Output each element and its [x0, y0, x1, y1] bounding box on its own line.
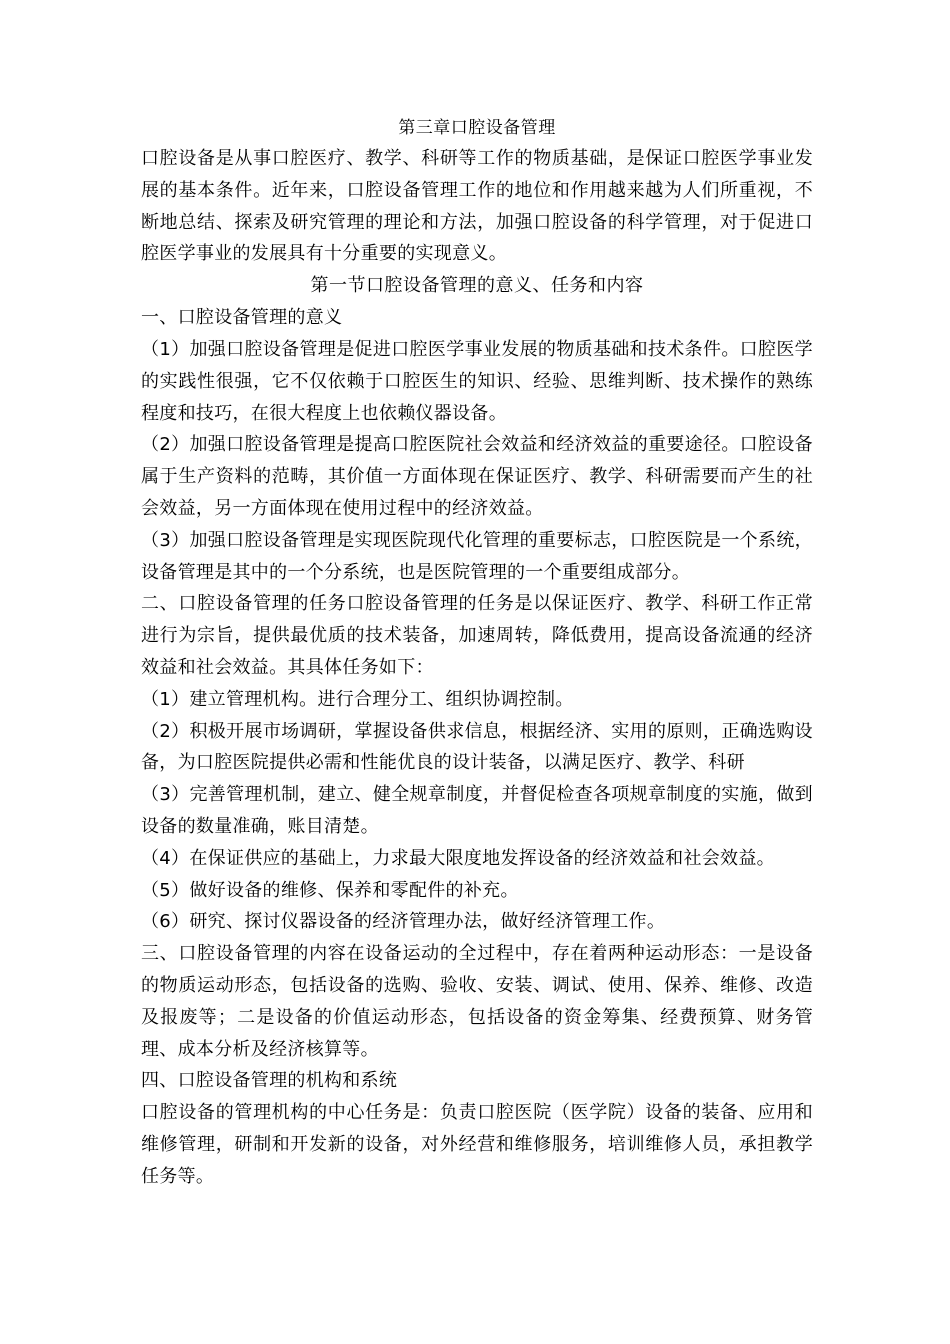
document-content — [141, 113, 813, 1193]
part1-heading: 一、口腔设备管理的意义 — [141, 307, 343, 329]
part2-item-5: （5）做好设备的维修、保养和零配件的补充。 — [141, 879, 519, 901]
part4-heading: 四、口腔设备管理的机构和系统 — [141, 1070, 398, 1092]
part4-paragraph: 口腔设备的管理机构的中心任务是：负责口腔医院（医学院）设备的装备、应用和维修管理，研制和开发新的设备，对外经营和维修服务，培训维修人员，承担教学任务等。 — [141, 1102, 813, 1187]
part1-item-1: （1）加强口腔设备管理是促进口腔医学事业发展的物质基础和技术条件。口腔医学的实践性很强，它不仅依赖于口腔医生的知识、经验、思维判断、技术操作的熟练程度和技巧，在很大程度上也依赖仪器设备。 — [141, 338, 813, 424]
part1-item-2: （2）加强口腔设备管理是提高口腔医院社会效益和经济效益的重要途径。口腔设备属于生产资料的范畴，其价值一方面体现在保证医疗、教学、科研需要而产生的社会效益，另一方面体现在使用过程中的经济效益。 — [141, 434, 813, 519]
part1-item-3: （3）加强口腔设备管理是实现医院现代化管理的重要标志，口腔医院是一个系统，设备管理是其中的一个分系统，也是医院管理的一个重要组成部分。 — [141, 529, 813, 583]
part2-item-4: （4）在保证供应的基础上，力求最大限度地发挥设备的经济效益和社会效益。 — [141, 847, 775, 869]
part2-item-6: （6）研究、探讨仪器设备的经济管理办法，做好经济管理工作。 — [141, 911, 666, 933]
part2-paragraph: 二、口腔设备管理的任务口腔设备管理的任务是以保证医疗、教学、科研工作正常进行为宗旨，提供最优质的技术装备，加速周转，降低费用，提高设备流通的经济效益和社会效益。其具体任务如下： — [141, 593, 813, 678]
section-title: 第一节口腔设备管理的意义、任务和内容 — [310, 275, 644, 297]
part2-item-1: （1）建立管理机构。进行合理分工、组织协调控制。 — [141, 688, 574, 710]
chapter-title: 第三章口腔设备管理 — [398, 118, 556, 138]
intro-paragraph: 口腔设备是从事口腔医疗、教学、科研等工作的物质基础，是保证口腔医学事业发展的基本条件。近年来，口腔设备管理工作的地位和作用越来越为人们所重视，不断地总结、探索及研究管理的理论和方法，加强口腔设备的科学管理，对于促进口腔医学事业的发展具有十分重要的实现意义。 — [141, 148, 813, 265]
part2-item-3: （3）完善管理机制，建立、健全规章制度，并督促检查各项规章制度的实施，做到设备的数量准确，账目清楚。 — [141, 784, 813, 837]
part3-paragraph: 三、口腔设备管理的内容在设备运动的全过程中，存在着两种运动形态：一是设备的物质运动形态，包括设备的选购、验收、安装、调试、使用、保养、维修、改造及报废等；二是设备的价值运动形态，包括设备的资金筹集、经费预算、财务管理、成本分析及经济核算等。 — [141, 943, 813, 1060]
part2-item-2: （2）积极开展市场调研，掌握设备供求信息，根据经济、实用的原则，正确选购设备，为口腔医院提供必需和性能优良的设计装备，以满足医疗、教学、科研 — [141, 720, 813, 774]
